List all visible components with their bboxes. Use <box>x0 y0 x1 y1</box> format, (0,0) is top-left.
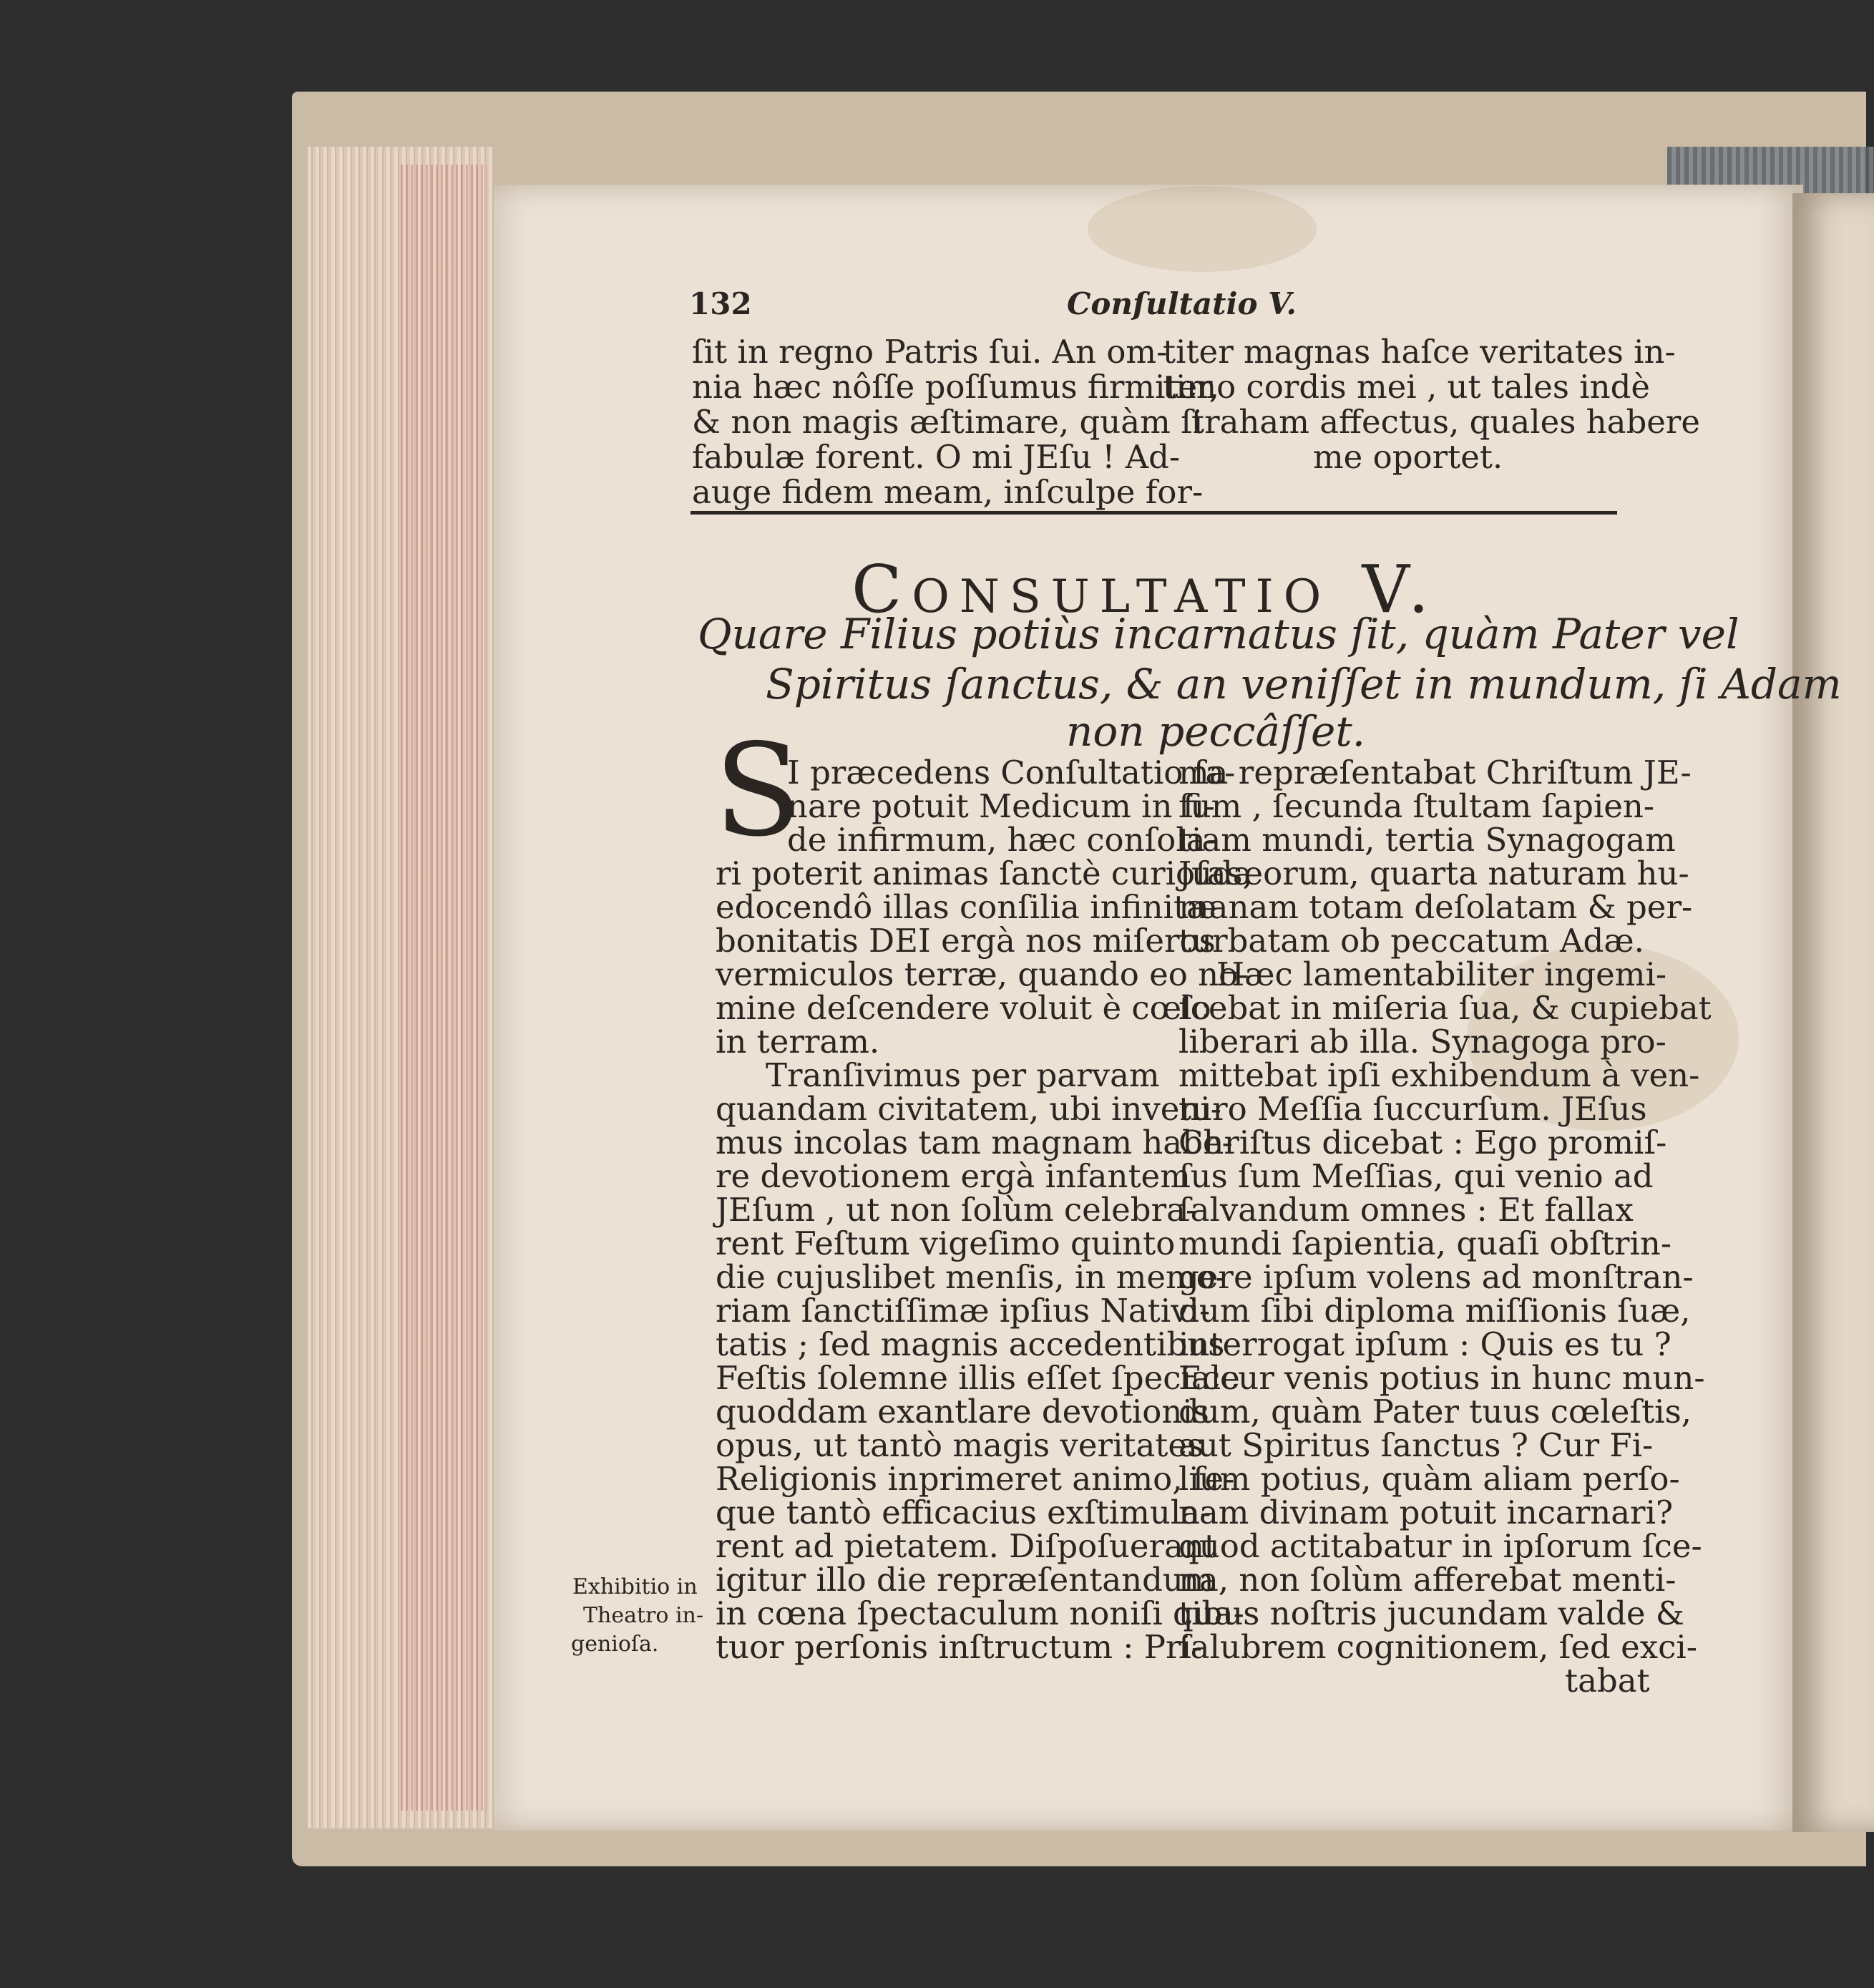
text-line: Eccur venis potius in hunc mun- <box>1178 1359 1705 1397</box>
subtitle-line: Quare Filius potiùs incarnatus ſit, quàm Pater vel <box>698 610 1739 658</box>
text-line: ſus ſum Meſſias, qui venio ad <box>1178 1157 1654 1195</box>
text-line: JEſum , ut non ſolùm celebra- <box>716 1191 1197 1229</box>
text-line: igitur illo die repræſentandum <box>716 1561 1214 1599</box>
text-line: edocendô illas conſilia infinitæ <box>716 888 1217 926</box>
text-line: lium potius, quàm aliam perſo- <box>1178 1460 1680 1498</box>
text-line: rent ad pietatem. Diſpoſuerant <box>716 1527 1217 1565</box>
text-line: manam totam deſolatam & per- <box>1178 888 1693 926</box>
text-line: ſcebat in miſeria ſua, & cupiebat <box>1178 989 1712 1027</box>
text-line: na, non ſolùm afferebat menti- <box>1178 1561 1677 1599</box>
text-line: ri poterit animas ſanctè curioſas, <box>716 854 1253 892</box>
margin-note-line: Theatro in- <box>583 1603 704 1628</box>
text-line: nam divinam potuit incarnari? <box>1178 1494 1674 1531</box>
running-head <box>689 286 1637 322</box>
subtitle-line: Spiritus ſanctus, & an veniſſet in mundum, ſi Adam <box>766 660 1842 708</box>
text-line: ſalvandum omnes : Et fallax <box>1178 1191 1634 1229</box>
text-line: mine deſcendere voluit è cœlo <box>716 989 1211 1027</box>
text-line: ſit in regno Patris ſui. An om- <box>692 333 1168 371</box>
text-line: rent Feſtum vigeſimo quinto <box>716 1224 1176 1262</box>
text-line: auge fidem meam, inſculpe for- <box>692 473 1204 511</box>
text-line: titer magnas haſce veritates in- <box>1163 333 1676 371</box>
text-line: re devotionem ergà infantem <box>716 1157 1191 1195</box>
section-divider <box>690 511 1617 515</box>
text-line: turbatam ob peccatum Adæ. <box>1178 922 1644 960</box>
text-line: tatis ; ſed magnis accedentibus <box>716 1325 1225 1363</box>
text-line: ma repræſentabat Chriſtum JE- <box>1178 754 1692 791</box>
text-line: traham affectus, quales habere <box>1191 403 1701 441</box>
text-line: Tranſivimus per parvam <box>766 1056 1160 1094</box>
paper-stain <box>1088 186 1317 272</box>
text-line: Feſtis ſolemne illis eſſet ſpeciale <box>716 1359 1240 1397</box>
text-line: interrogat ipſum : Quis es tu ? <box>1178 1325 1672 1363</box>
text-line: turo Meſſia ſuccurſum. JEſus <box>1178 1090 1647 1128</box>
text-line: tiam mundi, tertia Synagogam <box>1178 821 1676 859</box>
text-line: vermiculos terræ, quando eo no- <box>716 955 1249 993</box>
running-title: Conſultatio V. <box>1067 286 1297 321</box>
text-line: Religionis inprimeret animo, ſe- <box>716 1460 1235 1498</box>
text-line: tibus noſtris jucundam valde & <box>1178 1594 1684 1632</box>
text-line: timo cordis mei , ut tales indè <box>1163 368 1651 406</box>
text-line: in cœna ſpectaculum noniſi qua- <box>716 1594 1244 1632</box>
text-line: quoddam exantlare devotionis <box>716 1393 1209 1431</box>
text-line: fabulæ forent. O mi JEſu ! Ad- <box>692 438 1181 476</box>
text-line: aut Spiritus ſanctus ? Cur Fi- <box>1178 1426 1654 1464</box>
text-line: dum, quàm Pater tuus cœleſtis, <box>1178 1393 1692 1431</box>
page-number: 132 <box>689 286 752 321</box>
text-line: liberari ab illa. Synagoga pro- <box>1178 1023 1666 1061</box>
text-line: nia hæc nôſſe poſſumus firmiter, <box>692 368 1220 406</box>
text-line: ſalubrem cognitionem, ſed exci- <box>1178 1628 1697 1666</box>
text-line: dum ſibi diploma miſſionis ſuæ, <box>1178 1292 1691 1330</box>
text-line: opus, ut tantò magis veritates <box>716 1426 1204 1464</box>
text-line: I præcedens Conſultatio ſa- <box>787 754 1236 791</box>
subtitle-line: non peccâſſet. <box>1066 707 1366 756</box>
margin-note-line: genioſa. <box>571 1632 659 1657</box>
text-line: gere ipſum volens ad monſtran- <box>1178 1258 1694 1296</box>
text-line: mundi ſapientia, quaſi obſtrin- <box>1178 1224 1672 1262</box>
text-line: que tantò efficacius exſtimula- <box>716 1494 1211 1531</box>
text-line: mittebat ipſi exhibendum à ven- <box>1178 1056 1700 1094</box>
text-line: Judæorum, quarta naturam hu- <box>1178 854 1689 892</box>
text-line: quod actitabatur in ipſorum ſce- <box>1178 1527 1702 1565</box>
text-line: de infirmum, hæc conſola- <box>787 821 1216 859</box>
text-line: quandam civitatem, ubi inveni- <box>716 1090 1222 1128</box>
text-line: tuor perſonis inſtructum : Pri- <box>716 1628 1203 1666</box>
text-line: bonitatis DEI ergà nos miſeros <box>716 922 1216 960</box>
text-line: mus incolas tam magnam habe- <box>716 1124 1233 1161</box>
text-line: nare potuit Medicum in fi- <box>787 787 1215 825</box>
text-line: in terram. <box>716 1023 880 1061</box>
red-edge-coloring <box>401 165 487 1811</box>
text-line: Hæc lamentabiliter ingemi- <box>1216 955 1667 993</box>
text-line: riam ſanctiſſimæ ipſius Nativi- <box>716 1292 1211 1330</box>
section-heading: Consultatio V. <box>851 551 1440 628</box>
text-line: me oportet. <box>1313 438 1503 476</box>
text-line: ſum , ſecunda ſtultam ſapien- <box>1178 787 1655 825</box>
drop-cap: S <box>714 716 801 864</box>
text-line: Chriſtus dicebat : Ego promiſ- <box>1178 1124 1667 1161</box>
text-line: die cujuslibet menſis, in memo- <box>716 1258 1226 1296</box>
margin-note-line: Exhibitio in <box>572 1574 698 1599</box>
text-line: & non magis æſtimare, quàm ſi <box>692 403 1204 441</box>
catchword: tabat <box>1565 1662 1650 1700</box>
next-page-edge <box>1792 193 1874 1832</box>
